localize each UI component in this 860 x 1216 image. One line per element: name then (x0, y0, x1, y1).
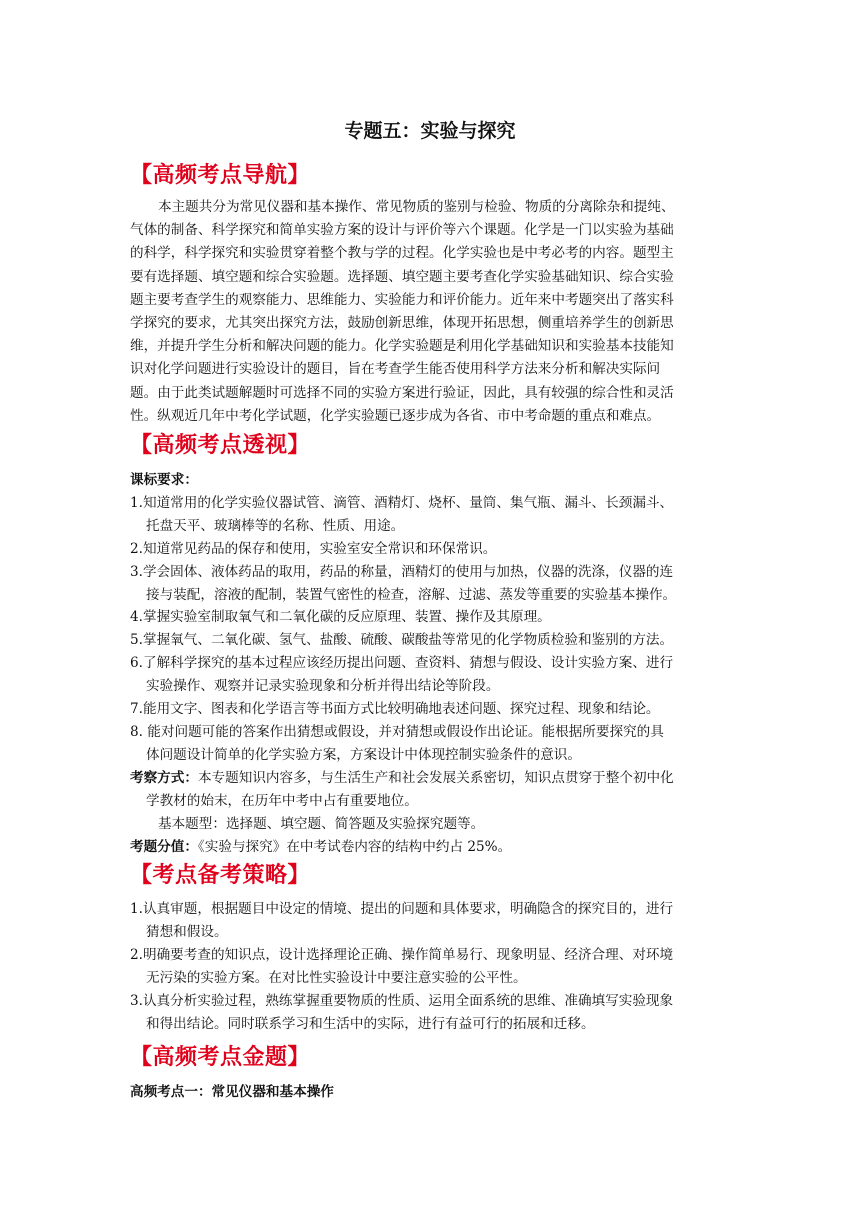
curriculum-item: 5.掌握氧气、二氧化碳、氢气、盐酸、硫酸、碳酸盐等常见的化学物质检验和鉴别的方法。 (130, 632, 674, 648)
intro-line: 的科学，科学探究和实验贯穿着整个教与学的过程。化学实验也是中考必考的内容。题型主 (130, 245, 674, 262)
intro-line: 要有选择题、填空题和综合实验题。选择题、填空题主要考查化学实验基础知识、综合实验 (130, 268, 674, 285)
strategy-item: 2.明确要考查的知识点，设计选择理论正确、操作简单易行、现象明显、经济合理、对环境 (130, 947, 674, 963)
curriculum-item: 3.学会固体、液体药品的取用，药品的称量，酒精灯的使用与加热，仪器的洗涤，仪器的连 (130, 564, 674, 580)
intro-line: 题主要考查学生的观察能力、思维能力、实验能力和评价能力。近年来中考题突出了落实科 (130, 291, 674, 308)
curriculum-item: 2.知道常见药品的保存和使用，实验室安全常识和环保常识。 (130, 541, 497, 557)
intro-line: 识对化学问题进行实验设计的题目，旨在考查学生能否使用科学方法来分析和解决实际问 (130, 361, 661, 378)
page-title: 专题五：实验与探究 (344, 120, 516, 142)
curriculum-item: 7.能用文字、图表和化学语言等书面方式比较明确地表述问题、探究过程、现象和结论。 (130, 701, 660, 717)
score-text: 《实验与探究》在中考试卷内容的结构中约占 25%。 (197, 839, 512, 855)
strategy-item-cont: 和得出结论。同时联系学习和生活中的实际，进行有益可行的拓展和迁移。 (146, 1016, 595, 1032)
intro-line: 题。由于此类试题解题时可选择不同的实验方案进行验证，因此，具有较强的综合性和灵活 (130, 384, 674, 401)
section-heading-gold: 【高频考点金题】 (130, 1045, 311, 1070)
curriculum-item: 6.了解科学探究的基本过程应该经历提出问题、查资料、猜想与假设、设计实验方案、进行 (130, 655, 674, 671)
exam-types: 基本题型：选择题、填空题、简答题及实验探究题等。 (158, 816, 485, 832)
curriculum-item-cont: 实验操作、观察并记录实验现象和分析并得出结论等阶段。 (146, 678, 500, 694)
topic-one-heading: 高频考点一：常见仪器和基本操作 (130, 1084, 334, 1100)
curriculum-item-cont: 托盘天平、玻璃棒等的名称、性质、用途。 (146, 518, 405, 534)
intro-paragraph (130, 196, 730, 428)
intro-line: 学探究的要求，尤其突出探究方法，鼓励创新思维，体现开拓思想，侧重培养学生的创新思 (130, 315, 674, 332)
section-heading-strategy: 【考点备考策略】 (130, 863, 311, 888)
intro-line: 维，并提升学生分析和解决问题的能力。化学实验题是利用化学基础知识和实验基本技能知 (130, 338, 674, 355)
curriculum-item-cont: 接与装配，溶液的配制，装置气密性的检查，溶解、过滤、蒸发等重要的实验基本操作。 (146, 587, 677, 603)
intro-line: 本主题共分为常见仪器和基本操作、常见物质的鉴别与检验、物质的分离除杂和提纯、 (158, 199, 675, 215)
strategy-item-cont: 猜想和假设。 (146, 924, 228, 940)
score-line (130, 835, 511, 855)
exam-method-text: 本专题知识内容多，与生活生产和社会发展关系密切，知识点贯穿于整个初中化 (197, 770, 674, 786)
section-heading-nav: 【高频考点导航】 (130, 163, 311, 188)
exam-method-cont: 学教材的始末，在历年中考中占有重要地位。 (146, 793, 418, 809)
intro-line: 气体的制备、科学探究和简单实验方案的设计与评价等六个课题。化学是一门以实验为基础 (130, 222, 674, 239)
exam-method-label: 考察方式： (130, 770, 198, 786)
curriculum-item-cont: 体问题设计简单的化学实验方案，方案设计中体现控制实验条件的意识。 (146, 747, 581, 763)
score-label: 考题分值： (130, 839, 198, 855)
strategy-item: 3.认真分析实验过程，熟练掌握重要物质的性质、运用全面系统的思维、准确填写实验现象 (130, 993, 674, 1009)
intro-line: 性。纵观近几年中考化学试题，化学实验题已逐步成为各省、市中考命题的重点和难点。 (130, 407, 661, 424)
curriculum-label: 课标要求： (130, 472, 198, 488)
curriculum-item: 1.知道常用的化学实验仪器试管、滴管、酒精灯、烧杯、量筒、集气瓶、漏斗、长颈漏斗、 (130, 495, 674, 511)
exam-method-line (130, 766, 674, 786)
strategy-item: 1.认真审题，根据题目中设定的情境、提出的问题和具体要求，明确隐含的探究目的，进行 (130, 901, 674, 917)
section-heading-perspective: 【高频考点透视】 (130, 433, 311, 458)
strategy-item-cont: 无污染的实验方案。在对比性实验设计中要注意实验的公平性。 (146, 970, 527, 986)
curriculum-item: 4.掌握实验室制取氧气和二氧化碳的反应原理、装置、操作及其原理。 (130, 609, 551, 625)
curriculum-item: 8. 能对问题可能的答案作出猜想或假设，并对猜想或假设作出论证。能根据所要探究的具 (130, 724, 664, 740)
